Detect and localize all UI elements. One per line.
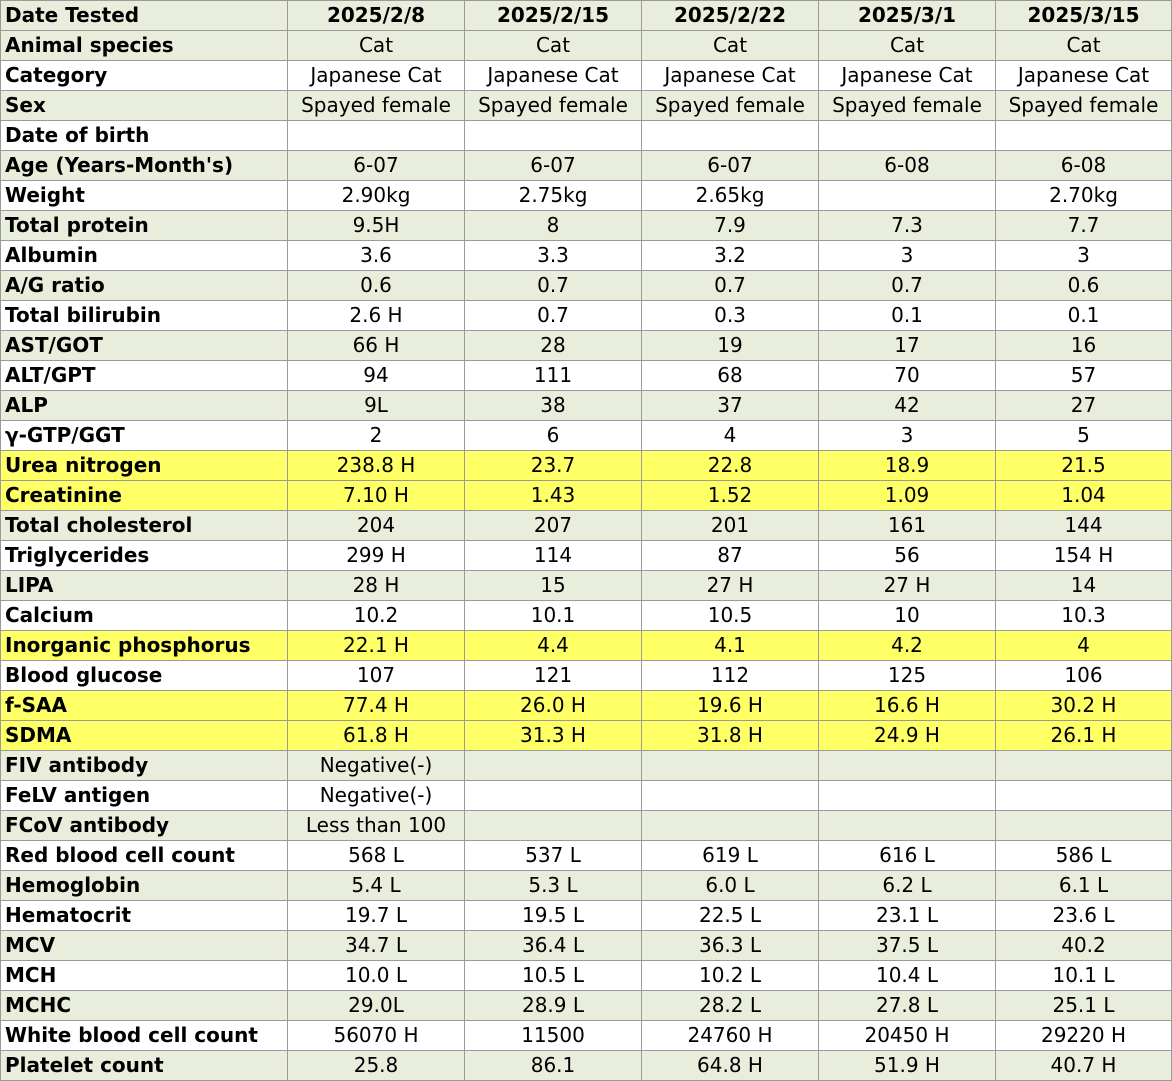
table-cell: Japanese Cat bbox=[288, 61, 465, 91]
table-cell: 4.4 bbox=[465, 631, 642, 661]
table-row bbox=[1, 481, 1172, 511]
table-cell: 40.7 H bbox=[996, 1051, 1172, 1081]
table-cell: 24.9 H bbox=[819, 721, 996, 751]
table-cell: 17 bbox=[819, 331, 996, 361]
table-row bbox=[1, 451, 1172, 481]
table-cell: 6 bbox=[465, 421, 642, 451]
table-cell: 0.7 bbox=[465, 271, 642, 301]
table-cell: 19.5 L bbox=[465, 901, 642, 931]
row-label: Red blood cell count bbox=[1, 841, 288, 871]
table-cell: 2.6 H bbox=[288, 301, 465, 331]
table-cell: 51.9 H bbox=[819, 1051, 996, 1081]
table-row bbox=[1, 511, 1172, 541]
date-column-header: 2025/2/22 bbox=[642, 1, 819, 31]
table-cell: 106 bbox=[996, 661, 1172, 691]
row-label: FIV antibody bbox=[1, 751, 288, 781]
table-cell: 2.65kg bbox=[642, 181, 819, 211]
table-cell bbox=[465, 751, 642, 781]
row-label: FeLV antigen bbox=[1, 781, 288, 811]
table-cell: 31.3 H bbox=[465, 721, 642, 751]
table-cell bbox=[642, 751, 819, 781]
table-cell: 2.70kg bbox=[996, 181, 1172, 211]
table-row bbox=[1, 1021, 1172, 1051]
table-cell: 1.04 bbox=[996, 481, 1172, 511]
row-label: Category bbox=[1, 61, 288, 91]
table-cell: 0.7 bbox=[819, 271, 996, 301]
row-label: Age (Years-Month's) bbox=[1, 151, 288, 181]
table-cell: 201 bbox=[642, 511, 819, 541]
table-cell: 161 bbox=[819, 511, 996, 541]
table-row bbox=[1, 961, 1172, 991]
row-label: AST/GOT bbox=[1, 331, 288, 361]
table-row bbox=[1, 841, 1172, 871]
row-label: MCH bbox=[1, 961, 288, 991]
table-cell: 18.9 bbox=[819, 451, 996, 481]
row-label: γ-GTP/GGT bbox=[1, 421, 288, 451]
table-cell: Japanese Cat bbox=[642, 61, 819, 91]
table-row bbox=[1, 121, 1172, 151]
table-cell: 144 bbox=[996, 511, 1172, 541]
table-row bbox=[1, 271, 1172, 301]
table-cell: 537 L bbox=[465, 841, 642, 871]
table-cell: 25.8 bbox=[288, 1051, 465, 1081]
table-cell: 6.1 L bbox=[996, 871, 1172, 901]
table-cell: 2.75kg bbox=[465, 181, 642, 211]
table-cell: 37 bbox=[642, 391, 819, 421]
table-row bbox=[1, 991, 1172, 1021]
table-cell: 28.9 L bbox=[465, 991, 642, 1021]
table-cell: 28 H bbox=[288, 571, 465, 601]
table-cell: 7.9 bbox=[642, 211, 819, 241]
table-cell: Cat bbox=[996, 31, 1172, 61]
row-label: ALP bbox=[1, 391, 288, 421]
table-cell: 7.10 H bbox=[288, 481, 465, 511]
table-cell: Cat bbox=[819, 31, 996, 61]
row-label: Triglycerides bbox=[1, 541, 288, 571]
row-label: Platelet count bbox=[1, 1051, 288, 1081]
row-label: SDMA bbox=[1, 721, 288, 751]
table-cell: 70 bbox=[819, 361, 996, 391]
table-cell: 27 H bbox=[642, 571, 819, 601]
row-label: Weight bbox=[1, 181, 288, 211]
table-row bbox=[1, 811, 1172, 841]
table-cell: Cat bbox=[288, 31, 465, 61]
table-cell: 238.8 H bbox=[288, 451, 465, 481]
table-cell: Japanese Cat bbox=[465, 61, 642, 91]
row-label: Total protein bbox=[1, 211, 288, 241]
table-cell: 37.5 L bbox=[819, 931, 996, 961]
table-cell: 10.0 L bbox=[288, 961, 465, 991]
table-cell bbox=[819, 121, 996, 151]
table-cell bbox=[996, 781, 1172, 811]
table-cell bbox=[288, 121, 465, 151]
table-cell: 6-08 bbox=[996, 151, 1172, 181]
table-cell bbox=[465, 121, 642, 151]
table-cell: 94 bbox=[288, 361, 465, 391]
table-cell: 10.1 bbox=[465, 601, 642, 631]
table-cell: 56070 H bbox=[288, 1021, 465, 1051]
table-cell: 28.2 L bbox=[642, 991, 819, 1021]
row-label: Total cholesterol bbox=[1, 511, 288, 541]
row-label: LIPA bbox=[1, 571, 288, 601]
table-cell: 3 bbox=[819, 241, 996, 271]
table-cell: 0.7 bbox=[642, 271, 819, 301]
table-row bbox=[1, 211, 1172, 241]
row-label: MCHC bbox=[1, 991, 288, 1021]
row-label: Albumin bbox=[1, 241, 288, 271]
table-row bbox=[1, 301, 1172, 331]
table-cell: 3.2 bbox=[642, 241, 819, 271]
table-cell: 19.6 H bbox=[642, 691, 819, 721]
table-cell: 16.6 H bbox=[819, 691, 996, 721]
table-row bbox=[1, 421, 1172, 451]
table-cell: 66 H bbox=[288, 331, 465, 361]
table-cell: 6.0 L bbox=[642, 871, 819, 901]
row-label: MCV bbox=[1, 931, 288, 961]
table-row bbox=[1, 541, 1172, 571]
table-cell: 40.2 bbox=[996, 931, 1172, 961]
table-cell: 15 bbox=[465, 571, 642, 601]
table-cell: 57 bbox=[996, 361, 1172, 391]
table-cell: 42 bbox=[819, 391, 996, 421]
table-cell: 2.90kg bbox=[288, 181, 465, 211]
table-cell: 125 bbox=[819, 661, 996, 691]
table-row bbox=[1, 751, 1172, 781]
table-cell: 0.7 bbox=[465, 301, 642, 331]
row-label: Inorganic phosphorus bbox=[1, 631, 288, 661]
table-cell: 204 bbox=[288, 511, 465, 541]
table-cell: Cat bbox=[465, 31, 642, 61]
table-row bbox=[1, 601, 1172, 631]
row-label: ALT/GPT bbox=[1, 361, 288, 391]
table-cell: Spayed female bbox=[996, 91, 1172, 121]
table-cell: 19 bbox=[642, 331, 819, 361]
row-label: Date of birth bbox=[1, 121, 288, 151]
table-cell: 3 bbox=[996, 241, 1172, 271]
table-cell: 21.5 bbox=[996, 451, 1172, 481]
table-cell: 31.8 H bbox=[642, 721, 819, 751]
table-cell: 1.09 bbox=[819, 481, 996, 511]
row-label: Animal species bbox=[1, 31, 288, 61]
table-cell: 26.0 H bbox=[465, 691, 642, 721]
table-cell: 16 bbox=[996, 331, 1172, 361]
table-cell: 0.6 bbox=[288, 271, 465, 301]
table-cell: Japanese Cat bbox=[819, 61, 996, 91]
table-row bbox=[1, 901, 1172, 931]
table-cell: 3 bbox=[819, 421, 996, 451]
table-cell: 14 bbox=[996, 571, 1172, 601]
table-row bbox=[1, 31, 1172, 61]
table-cell: 299 H bbox=[288, 541, 465, 571]
table-cell: 19.7 L bbox=[288, 901, 465, 931]
table-cell: 7.3 bbox=[819, 211, 996, 241]
table-cell: Japanese Cat bbox=[996, 61, 1172, 91]
row-label: Urea nitrogen bbox=[1, 451, 288, 481]
table-cell: 22.5 L bbox=[642, 901, 819, 931]
row-label: Blood glucose bbox=[1, 661, 288, 691]
table-cell: 6-07 bbox=[288, 151, 465, 181]
table-row bbox=[1, 391, 1172, 421]
table-row bbox=[1, 241, 1172, 271]
table-row bbox=[1, 721, 1172, 751]
table-cell: Less than 100 bbox=[288, 811, 465, 841]
table-cell: 23.1 L bbox=[819, 901, 996, 931]
table-cell: 4 bbox=[642, 421, 819, 451]
date-column-header: 2025/3/15 bbox=[996, 1, 1172, 31]
table-cell: 27 bbox=[996, 391, 1172, 421]
table-cell: 61.8 H bbox=[288, 721, 465, 751]
table-cell: Cat bbox=[642, 31, 819, 61]
table-cell: 9.5H bbox=[288, 211, 465, 241]
table-cell: 25.1 L bbox=[996, 991, 1172, 1021]
table-cell: 27 H bbox=[819, 571, 996, 601]
table-cell: 4 bbox=[996, 631, 1172, 661]
table-cell: 28 bbox=[465, 331, 642, 361]
table-cell: Negative(-) bbox=[288, 781, 465, 811]
table-cell: 3.3 bbox=[465, 241, 642, 271]
table-row bbox=[1, 631, 1172, 661]
table-row bbox=[1, 661, 1172, 691]
table-cell: Spayed female bbox=[819, 91, 996, 121]
table-cell: 10.2 bbox=[288, 601, 465, 631]
row-label: Calcium bbox=[1, 601, 288, 631]
table-row bbox=[1, 571, 1172, 601]
table-cell: 10.5 bbox=[642, 601, 819, 631]
table-cell: 616 L bbox=[819, 841, 996, 871]
table-cell bbox=[642, 811, 819, 841]
table-row bbox=[1, 871, 1172, 901]
table-cell: 154 H bbox=[996, 541, 1172, 571]
table-cell: 10.3 bbox=[996, 601, 1172, 631]
table-cell bbox=[996, 811, 1172, 841]
table-cell: 9L bbox=[288, 391, 465, 421]
table-cell: 207 bbox=[465, 511, 642, 541]
table-cell: 6-08 bbox=[819, 151, 996, 181]
table-cell: 20450 H bbox=[819, 1021, 996, 1051]
table-cell: 4.2 bbox=[819, 631, 996, 661]
table-row bbox=[1, 691, 1172, 721]
table-cell: 34.7 L bbox=[288, 931, 465, 961]
table-cell: 0.3 bbox=[642, 301, 819, 331]
table-cell: 22.1 H bbox=[288, 631, 465, 661]
table-cell: 38 bbox=[465, 391, 642, 421]
table-cell: 29220 H bbox=[996, 1021, 1172, 1051]
table-cell: 0.6 bbox=[996, 271, 1172, 301]
header-label: Date Tested bbox=[1, 1, 288, 31]
table-cell: 11500 bbox=[465, 1021, 642, 1051]
table-row bbox=[1, 781, 1172, 811]
table-cell: Spayed female bbox=[465, 91, 642, 121]
table-cell: Spayed female bbox=[642, 91, 819, 121]
table-cell: 1.52 bbox=[642, 481, 819, 511]
table-body bbox=[1, 31, 1172, 1081]
table-cell: 10.1 L bbox=[996, 961, 1172, 991]
table-cell: 10 bbox=[819, 601, 996, 631]
table-cell: 56 bbox=[819, 541, 996, 571]
table-cell: 26.1 H bbox=[996, 721, 1172, 751]
table-cell bbox=[465, 781, 642, 811]
table-cell bbox=[996, 121, 1172, 151]
row-label: White blood cell count bbox=[1, 1021, 288, 1051]
table-cell: 4.1 bbox=[642, 631, 819, 661]
table-cell: 86.1 bbox=[465, 1051, 642, 1081]
row-label: f-SAA bbox=[1, 691, 288, 721]
table-cell: 10.5 L bbox=[465, 961, 642, 991]
table-cell: 22.8 bbox=[642, 451, 819, 481]
table-row bbox=[1, 61, 1172, 91]
table-cell: 107 bbox=[288, 661, 465, 691]
table-cell: 5.4 L bbox=[288, 871, 465, 901]
table-cell: 23.6 L bbox=[996, 901, 1172, 931]
table-cell: 2 bbox=[288, 421, 465, 451]
table-cell: 6-07 bbox=[642, 151, 819, 181]
table-cell: 5.3 L bbox=[465, 871, 642, 901]
table-cell bbox=[642, 781, 819, 811]
row-label: Hemoglobin bbox=[1, 871, 288, 901]
table-cell: 586 L bbox=[996, 841, 1172, 871]
table-cell: 29.0L bbox=[288, 991, 465, 1021]
table-cell: 5 bbox=[996, 421, 1172, 451]
date-column-header: 2025/3/1 bbox=[819, 1, 996, 31]
table-cell: 114 bbox=[465, 541, 642, 571]
row-label: FCoV antibody bbox=[1, 811, 288, 841]
table-cell bbox=[465, 811, 642, 841]
table-cell: 619 L bbox=[642, 841, 819, 871]
table-cell: 6-07 bbox=[465, 151, 642, 181]
row-label: Sex bbox=[1, 91, 288, 121]
table-row bbox=[1, 1051, 1172, 1081]
table-cell: 121 bbox=[465, 661, 642, 691]
table-cell: 6.2 L bbox=[819, 871, 996, 901]
table-cell: 87 bbox=[642, 541, 819, 571]
date-column-header: 2025/2/15 bbox=[465, 1, 642, 31]
table-cell: 36.4 L bbox=[465, 931, 642, 961]
table-cell: Spayed female bbox=[288, 91, 465, 121]
table-row bbox=[1, 331, 1172, 361]
table-cell: 36.3 L bbox=[642, 931, 819, 961]
table-cell: 64.8 H bbox=[642, 1051, 819, 1081]
row-label: Creatinine bbox=[1, 481, 288, 511]
table-cell: 30.2 H bbox=[996, 691, 1172, 721]
header-row bbox=[1, 1, 1172, 31]
table-row bbox=[1, 181, 1172, 211]
row-label: Hematocrit bbox=[1, 901, 288, 931]
date-column-header: 2025/2/8 bbox=[288, 1, 465, 31]
table-row bbox=[1, 151, 1172, 181]
row-label: Total bilirubin bbox=[1, 301, 288, 331]
table-row bbox=[1, 361, 1172, 391]
table-cell bbox=[819, 181, 996, 211]
table-cell bbox=[819, 781, 996, 811]
table-cell bbox=[819, 811, 996, 841]
table-cell: 3.6 bbox=[288, 241, 465, 271]
table-cell: 111 bbox=[465, 361, 642, 391]
table-cell: 0.1 bbox=[996, 301, 1172, 331]
table-cell: 0.1 bbox=[819, 301, 996, 331]
table-cell: 10.2 L bbox=[642, 961, 819, 991]
row-label: A/G ratio bbox=[1, 271, 288, 301]
table-cell: 10.4 L bbox=[819, 961, 996, 991]
table-cell: 23.7 bbox=[465, 451, 642, 481]
table-cell: 24760 H bbox=[642, 1021, 819, 1051]
table-cell: 77.4 H bbox=[288, 691, 465, 721]
table-row bbox=[1, 91, 1172, 121]
table-cell: Negative(-) bbox=[288, 751, 465, 781]
table-cell: 112 bbox=[642, 661, 819, 691]
table-cell: 27.8 L bbox=[819, 991, 996, 1021]
table-cell bbox=[819, 751, 996, 781]
table-cell: 1.43 bbox=[465, 481, 642, 511]
table-cell: 568 L bbox=[288, 841, 465, 871]
table-cell: 7.7 bbox=[996, 211, 1172, 241]
table-cell bbox=[642, 121, 819, 151]
table-cell: 8 bbox=[465, 211, 642, 241]
table-cell: 68 bbox=[642, 361, 819, 391]
table-row bbox=[1, 931, 1172, 961]
table-cell bbox=[996, 751, 1172, 781]
